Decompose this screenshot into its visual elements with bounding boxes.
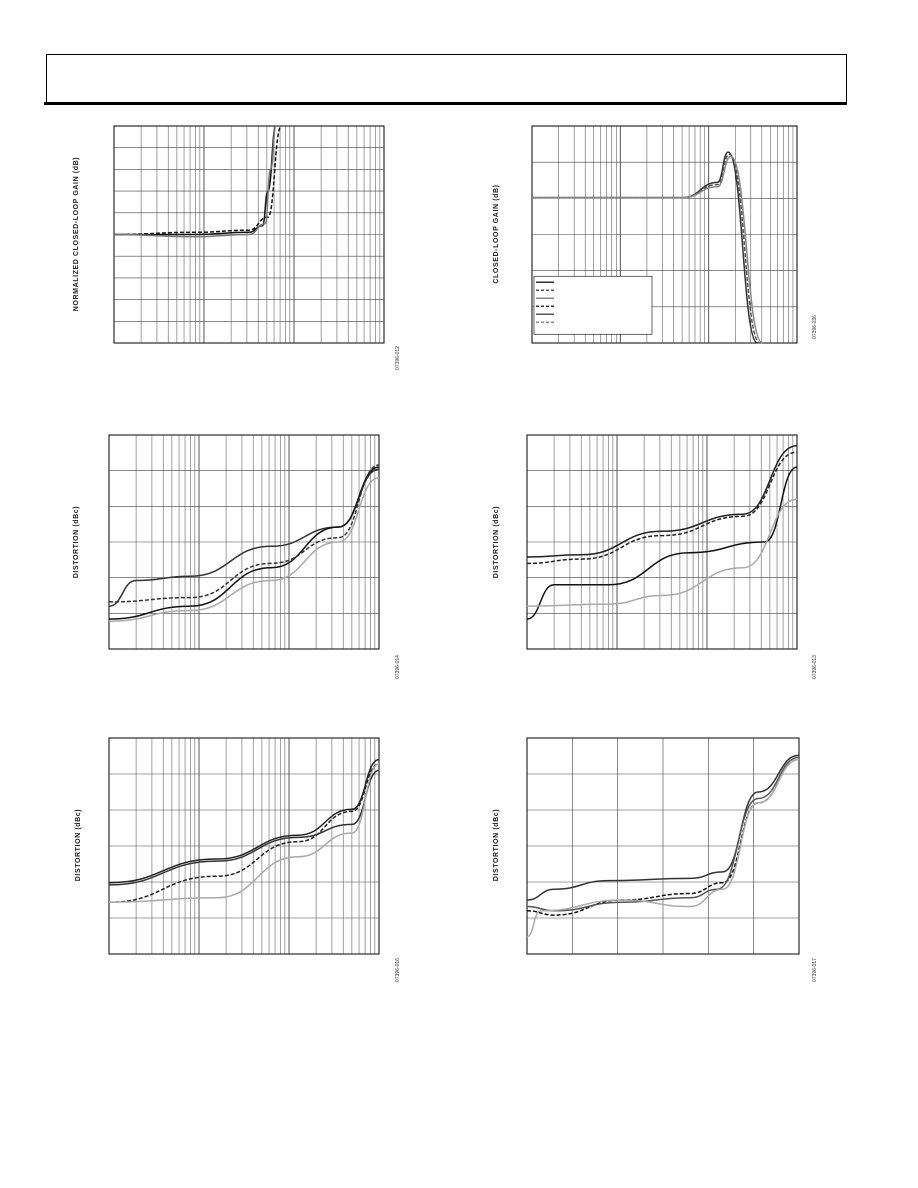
chart-4-figure-id: 07396-013 bbox=[812, 655, 818, 679]
chart-5-series-4 bbox=[109, 764, 379, 902]
chart-1-plot bbox=[114, 126, 384, 343]
chart-2-plot bbox=[532, 126, 797, 343]
chart-1-figure-id: 07396-012 bbox=[395, 346, 401, 370]
chart-3-ylabel: DISTORTION (dBc) bbox=[73, 505, 80, 579]
chart-2-legend bbox=[534, 276, 652, 334]
chart-4-series-1 bbox=[527, 446, 797, 557]
chart-3-series-4 bbox=[109, 478, 379, 621]
chart-2-figure-id: 07396-036 bbox=[812, 315, 818, 339]
chart-5-plot bbox=[109, 738, 379, 954]
chart-4-ylabel: DISTORTION (dBc) bbox=[493, 505, 500, 579]
chart-6-figure-id: 07396-017 bbox=[812, 958, 818, 982]
chart-1-series-3 bbox=[114, 126, 276, 237]
chart-3-series-1 bbox=[109, 469, 379, 606]
chart-1-series-2 bbox=[114, 126, 281, 235]
chart-4-series-4 bbox=[527, 499, 797, 606]
chart-5-figure-id: 07396-016 bbox=[395, 958, 401, 982]
chart-1-ylabel: NORMALIZED CLOSED-LOOP GAIN (dB) bbox=[73, 156, 80, 312]
chart-3-plot bbox=[109, 435, 379, 649]
chart-4-plot bbox=[527, 435, 797, 649]
chart-3-series-2 bbox=[109, 467, 379, 619]
chart-6-plot bbox=[527, 738, 799, 954]
chart-5-ylabel: DISTORTION (dBc) bbox=[75, 808, 82, 882]
chart-1-series-1 bbox=[114, 126, 276, 235]
chart-6-ylabel: DISTORTION (dBc) bbox=[493, 808, 500, 882]
chart-1 bbox=[73, 157, 401, 370]
chart-3-figure-id: 07396-014 bbox=[395, 655, 401, 679]
chart-6 bbox=[493, 809, 818, 982]
chart-2-ylabel: CLOSED-LOOP GAIN (dB) bbox=[493, 184, 500, 284]
chart-5-series-1 bbox=[109, 760, 379, 883]
chart-5-series-3 bbox=[109, 764, 379, 902]
chart-3-series-3 bbox=[109, 465, 379, 602]
chart-5-series-2 bbox=[109, 770, 379, 885]
